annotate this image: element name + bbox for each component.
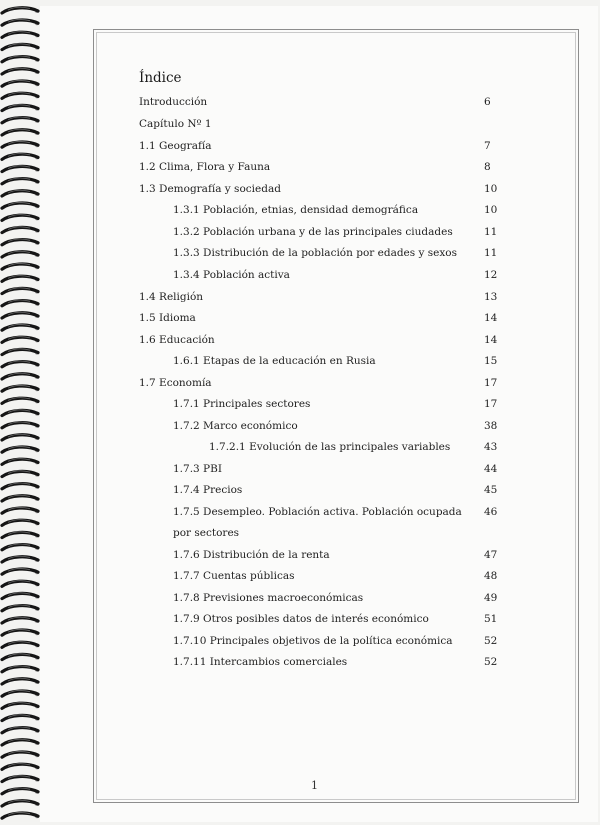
toc-page-number: 10 — [484, 204, 498, 216]
toc-page-number: 13 — [484, 291, 498, 303]
toc-page-number: 47 — [484, 549, 498, 561]
toc-page-number: 49 — [484, 592, 498, 604]
toc-page-number: 17 — [484, 377, 498, 389]
toc-page-number: 8 — [484, 161, 491, 173]
toc-page-number: 11 — [484, 226, 498, 238]
toc-page-number: 7 — [484, 140, 491, 152]
table-of-contents: Introducción 6 Capítulo Nº 1 1.1 Geografía 7 1.2 Clima, Flora y Fauna 8 1.3 Demografía y sociedad 10 1.3.1 Población, etnias, densidad demográfica 10 1.3.2 Población urbana y de las principales ciudades 11 1.3.3 Distribución de la población por edades y sexos 11 1.3.4 Población activa 12 1.4 Religión 13 1.5 Idioma 14 1.6 Educación 14 1.6.1 Etapas de la educación en Rusia 15 1.7 Economía 17 1.7.1 Principales sectores 17 1.7.2 Marco económico 38 1.7.2.1 Evolución de las principales variables 43 1.7.3 PBI 44 1.7.4 Precios 45 1.7.5 Desempleo. Población activa. Población ocupada 46 por sectores 1.7.6 Distribución de la renta 47 1.7.7 Cuentas públicas 48 1.7.8 Previsiones macroeconómicas 49 1.7.9 Otros posibles datos de interés económico 51 1.7.10 Principales objetivos de la política económica 52 1.7.11 Intercambios comerciales 52 — [0, 0, 600, 825]
toc-page-number: 17 — [484, 398, 498, 410]
toc-page-number: 52 — [484, 635, 498, 647]
toc-page-number: 48 — [484, 570, 498, 582]
toc-page-number: 10 — [484, 183, 498, 195]
toc-page-number: 14 — [484, 334, 498, 346]
toc-page-number: 38 — [484, 420, 498, 432]
toc-page-number: 6 — [484, 96, 491, 108]
toc-page-number: 46 — [484, 506, 498, 518]
toc-page-number: 15 — [484, 355, 498, 367]
toc-page-number: 11 — [484, 247, 498, 259]
toc-page-number: 45 — [484, 484, 498, 496]
page-number-footer: 1 — [311, 779, 318, 792]
toc-page-number: 43 — [484, 441, 498, 453]
toc-page-number: 44 — [484, 463, 498, 475]
toc-page-number: 52 — [484, 656, 498, 668]
toc-page-number: 51 — [484, 613, 498, 625]
toc-page-number: 12 — [484, 269, 498, 281]
toc-title: Índice — [139, 70, 182, 86]
toc-page-number: 14 — [484, 312, 498, 324]
